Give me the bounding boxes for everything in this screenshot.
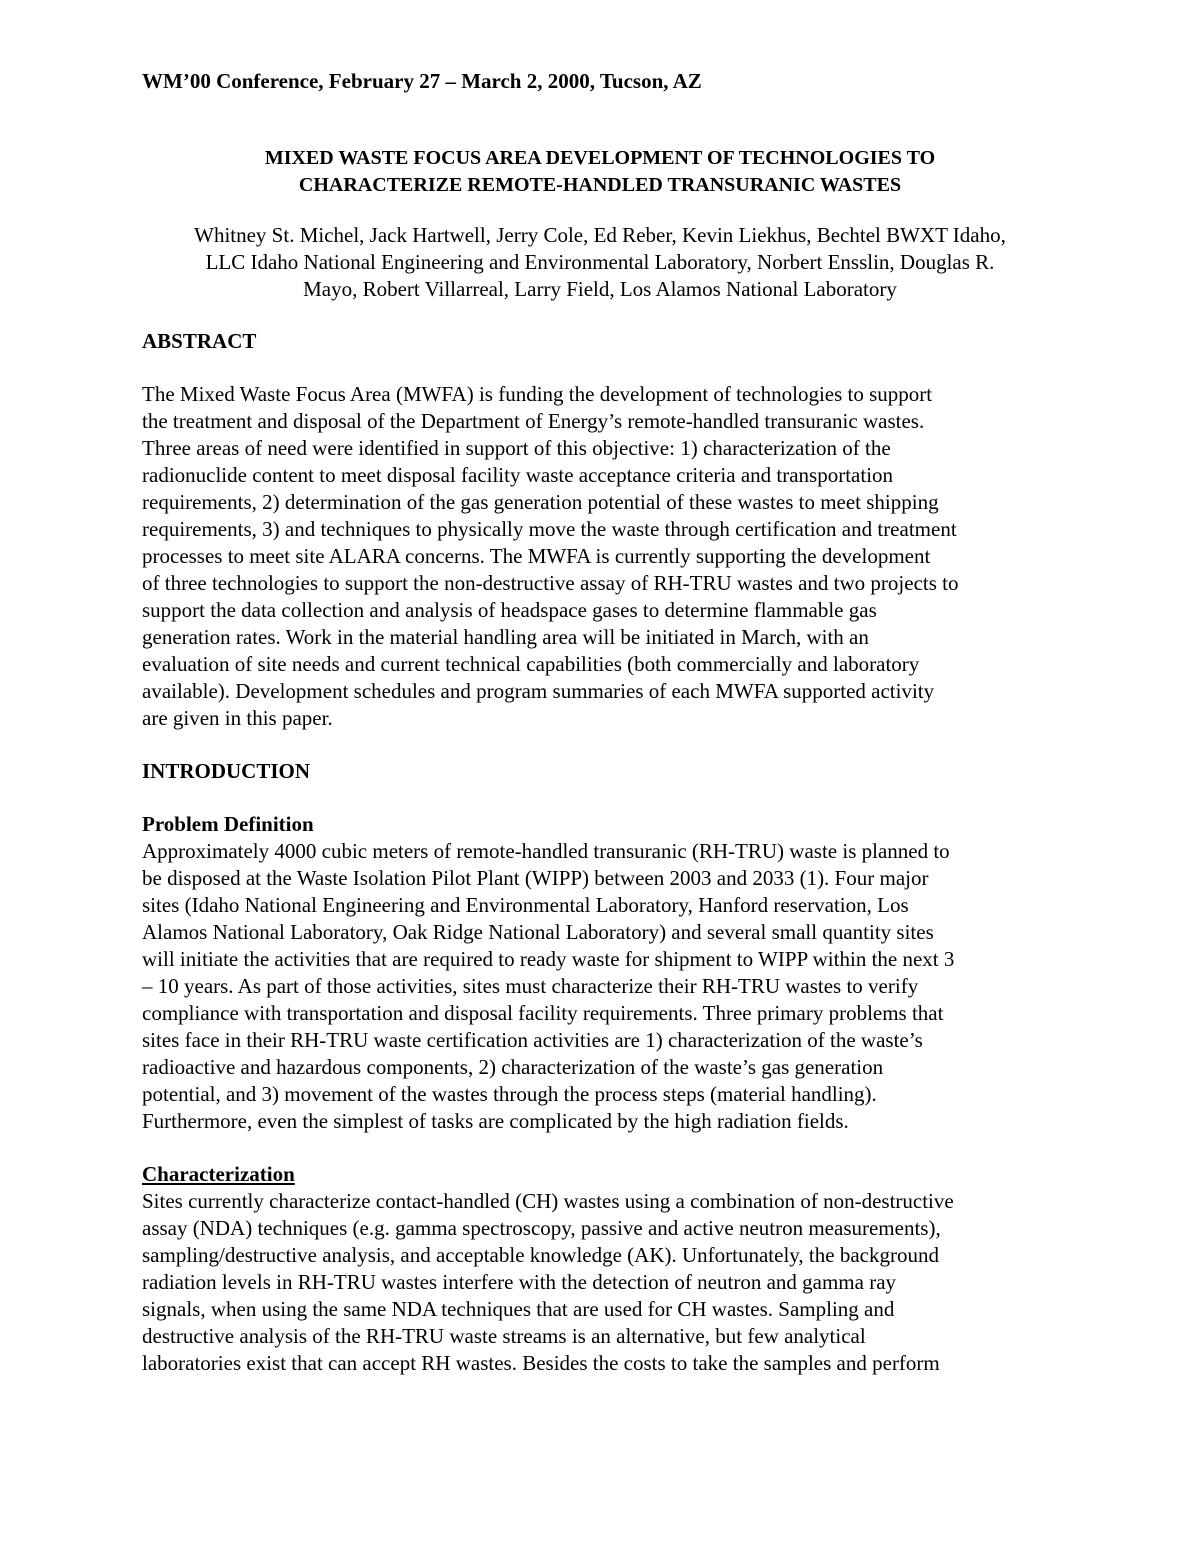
text-line: generation rates. Work in the material handling area will be initiated in March, with an — [142, 625, 869, 649]
text-line: of three technologies to support the non-destructive assay of RH-TRU wastes and two projects to — [142, 571, 959, 595]
problem-definition-heading: Problem Definition — [142, 812, 314, 836]
title-line: MIXED WASTE FOCUS AREA DEVELOPMENT OF TECHNOLOGIES TO — [264, 147, 936, 169]
text-line: the treatment and disposal of the Department of Energy’s remote-handled transuranic wastes. — [142, 409, 925, 433]
text-line: potential, and 3) movement of the wastes through the process steps (material handling). — [142, 1082, 877, 1106]
text-line: will initiate the activities that are required to ready waste for shipment to WIPP within the next 3 — [142, 947, 955, 971]
text-line: Sites currently characterize contact-handled (CH) wastes using a combination of non-destructive — [142, 1189, 954, 1213]
text-line: sites face in their RH-TRU waste certification activities are 1) characterization of the waste’s — [142, 1028, 923, 1052]
characterization-paragraph — [142, 1188, 1058, 1377]
paper-page — [142, 68, 1058, 1377]
abstract-heading: ABSTRACT — [142, 329, 257, 353]
author-list — [142, 222, 1058, 303]
text-line: – 10 years. As part of those activities, sites must characterize their RH-TRU wastes to verify — [142, 974, 919, 998]
title-line: CHARACTERIZE REMOTE-HANDLED TRANSURANIC WASTES — [298, 174, 902, 196]
text-line: radionuclide content to meet disposal facility waste acceptance criteria and transportation — [142, 463, 894, 487]
text-line: are given in this paper. — [142, 706, 333, 730]
text-line: signals, when using the same NDA techniques that are used for CH wastes. Sampling and — [142, 1297, 895, 1321]
author-line: Whitney St. Michel, Jack Hartwell, Jerry Cole, Ed Reber, Kevin Liekhus, Bechtel BWXT Idaho, — [194, 223, 1006, 247]
characterization-heading: Characterization — [142, 1162, 295, 1186]
text-line: evaluation of site needs and current technical capabilities (both commercially and laboratory — [142, 652, 920, 676]
text-line: be disposed at the Waste Isolation Pilot Plant (WIPP) between 2003 and 2033 (1). Four major — [142, 866, 929, 890]
text-line: Three areas of need were identified in support of this objective: 1) characterization of the — [142, 436, 891, 460]
problem-definition-paragraph — [142, 838, 1058, 1135]
abstract-paragraph — [142, 381, 1058, 732]
text-line: Approximately 4000 cubic meters of remote-handled transuranic (RH-TRU) waste is planned to — [142, 839, 950, 863]
text-line: destructive analysis of the RH-TRU waste streams is an alternative, but few analytical — [142, 1324, 866, 1348]
text-line: radioactive and hazardous components, 2) characterization of the waste’s gas generation — [142, 1055, 884, 1079]
author-line: Mayo, Robert Villarreal, Larry Field, Los Alamos National Laboratory — [303, 277, 897, 301]
text-line: assay (NDA) techniques (e.g. gamma spectroscopy, passive and active neutron measurements), — [142, 1216, 941, 1240]
conference-header: WM’00 Conference, February 27 – March 2, 2000, Tucson, AZ — [142, 69, 702, 93]
text-line: Alamos National Laboratory, Oak Ridge National Laboratory) and several small quantity sites — [142, 920, 934, 944]
text-line: The Mixed Waste Focus Area (MWFA) is funding the development of technologies to support — [142, 382, 933, 406]
text-line: available). Development schedules and program summaries of each MWFA supported activity — [142, 679, 935, 703]
text-line: requirements, 3) and techniques to physically move the waste through certification and treatment — [142, 517, 957, 541]
text-line: requirements, 2) determination of the gas generation potential of these wastes to meet shipping — [142, 490, 939, 514]
introduction-heading: INTRODUCTION — [142, 759, 311, 783]
text-line: processes to meet site ALARA concerns. The MWFA is currently supporting the development — [142, 544, 931, 568]
author-line: LLC Idaho National Engineering and Environmental Laboratory, Norbert Ensslin, Douglas R. — [205, 250, 995, 274]
text-line: Furthermore, even the simplest of tasks are complicated by the high radiation fields. — [142, 1109, 849, 1133]
paper-title — [142, 145, 1058, 199]
text-line: radiation levels in RH-TRU wastes interfere with the detection of neutron and gamma ray — [142, 1270, 897, 1294]
text-line: laboratories exist that can accept RH wastes. Besides the costs to take the samples and perform — [142, 1351, 940, 1375]
text-line: support the data collection and analysis of headspace gases to determine flammable gas — [142, 598, 877, 622]
text-line: compliance with transportation and disposal facility requirements. Three primary problems that — [142, 1001, 944, 1025]
text-line: sites (Idaho National Engineering and Environmental Laboratory, Hanford reservation, Los — [142, 893, 909, 917]
text-line: sampling/destructive analysis, and acceptable knowledge (AK). Unfortunately, the background — [142, 1243, 939, 1267]
